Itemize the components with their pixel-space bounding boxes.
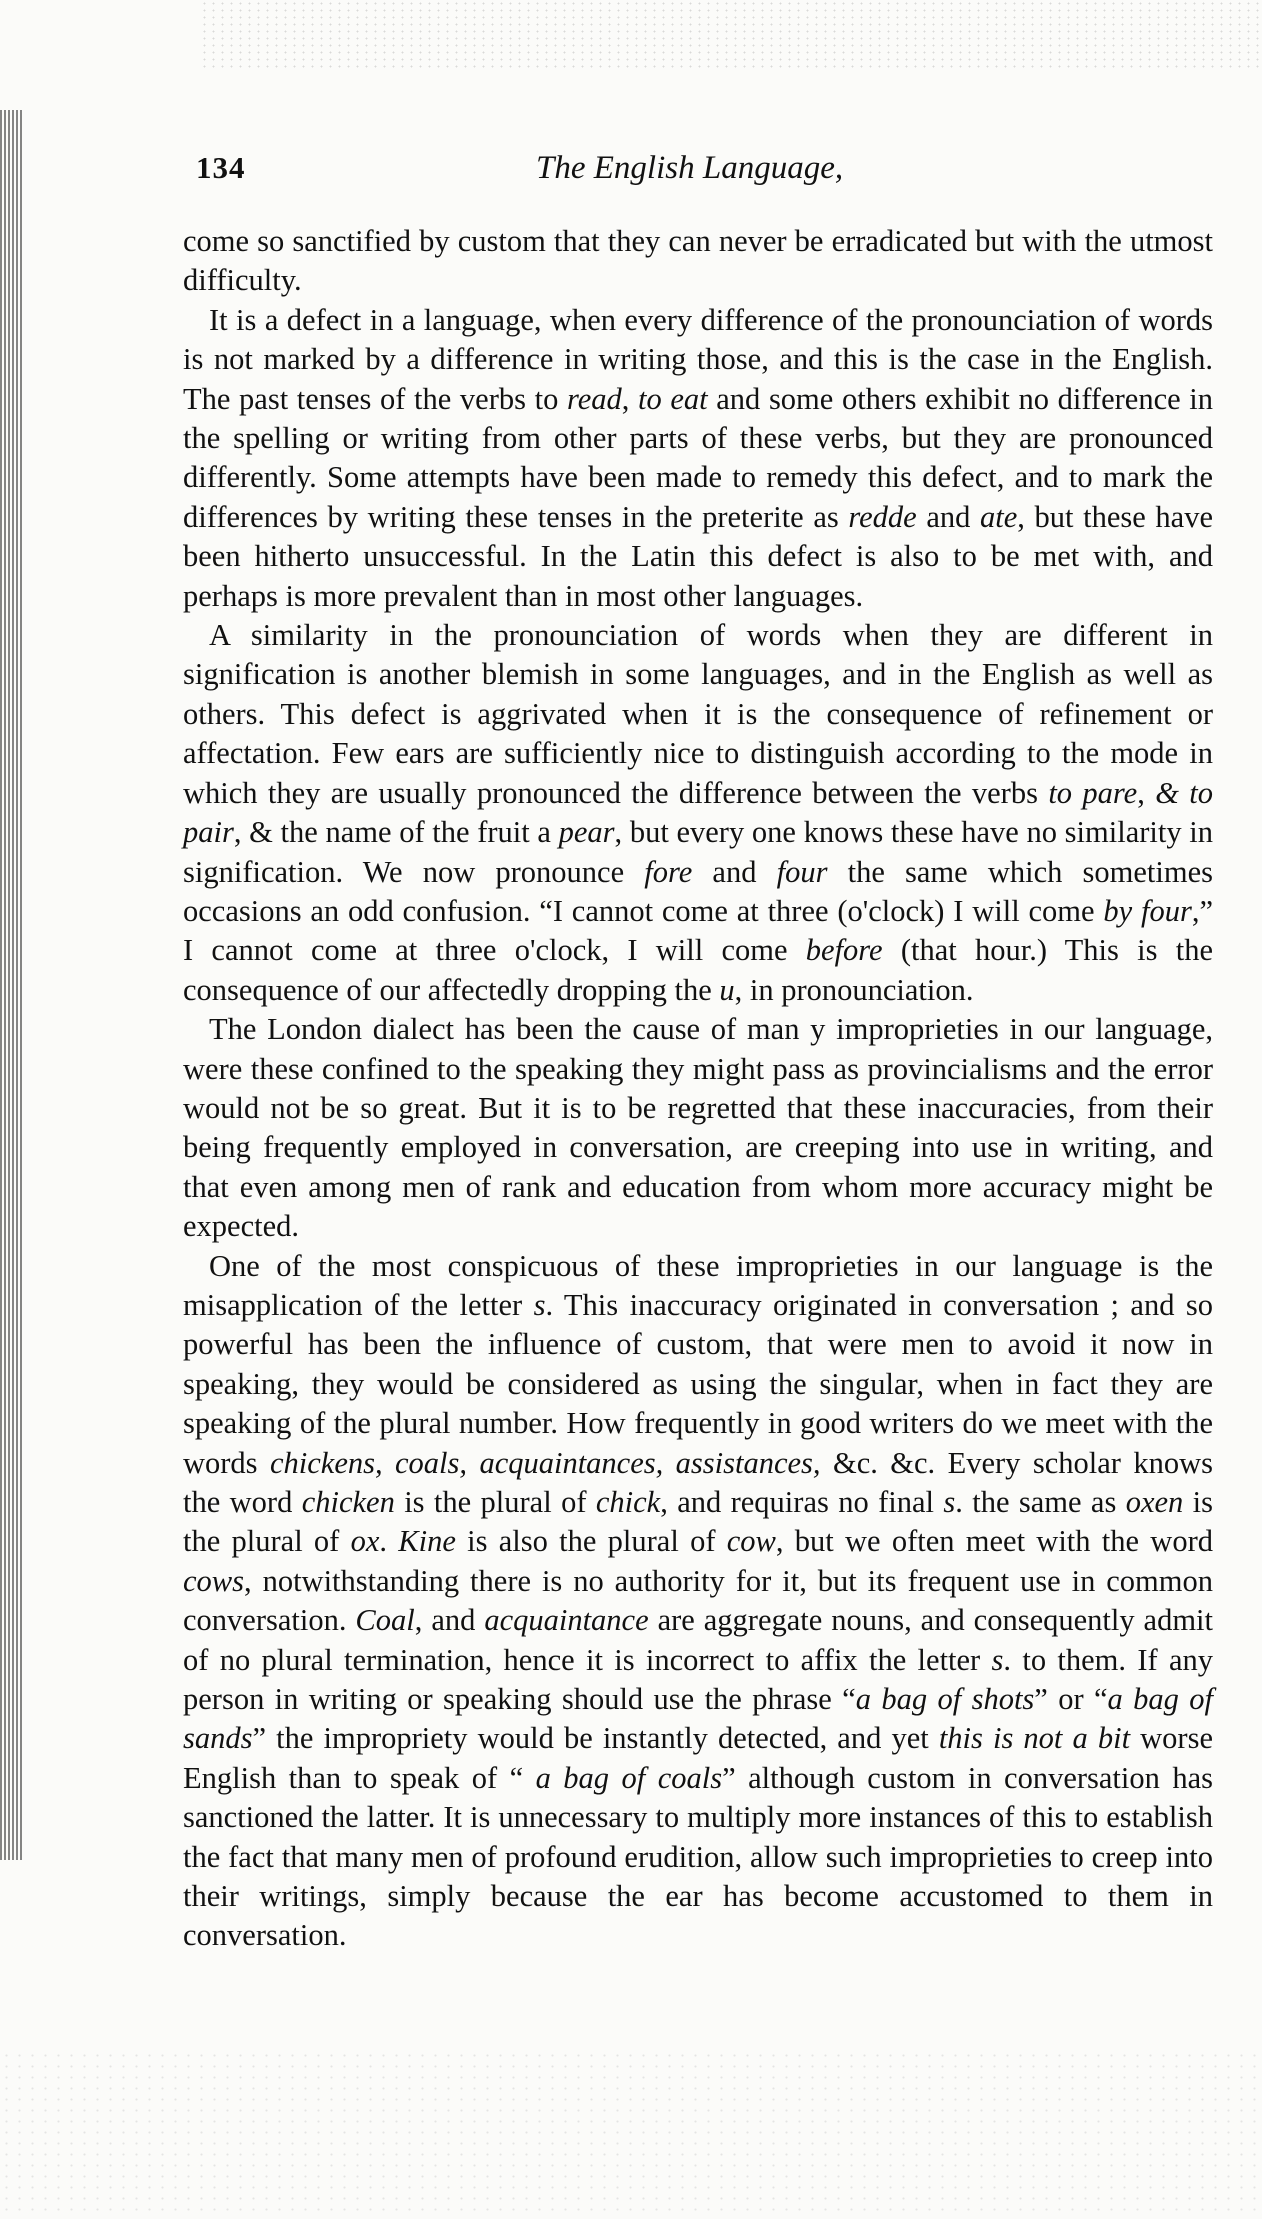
text-run: the same which sometimes occasions an odd confusion. “I cannot come at three (o'clock) I will come	[183, 854, 1213, 928]
italic-run: Coal	[355, 1603, 415, 1638]
text-run: . to them. If any person in writing or speaking should use the phrase “	[183, 1642, 1214, 1717]
text-run: ” or “	[1034, 1682, 1108, 1717]
paragraph-5	[183, 1247, 1213, 1956]
italic-run: acquaintance	[484, 1603, 649, 1638]
italic-run: to eat	[638, 381, 708, 416]
text-run: ,” I cannot come at three o'clock, I will come	[183, 893, 1213, 968]
italic-run: cows	[183, 1563, 244, 1598]
text-run: and	[916, 499, 980, 534]
italic-run: ox	[350, 1524, 380, 1559]
italic-run: Kine	[398, 1524, 456, 1559]
italic-run: a bag of coals	[535, 1760, 723, 1795]
text-run: . the same as	[955, 1485, 1126, 1519]
text-run: and	[692, 854, 777, 889]
paragraph-4	[183, 1010, 1213, 1246]
binding-edge	[0, 110, 22, 1860]
italic-run: four	[776, 854, 828, 889]
italic-run: redde	[848, 499, 917, 534]
text-run: , but every one knows these have no similarity in signification. We now pronounce	[183, 815, 1213, 889]
text-run: , but we often meet with the word	[775, 1524, 1213, 1559]
text-run: (that hour.) This is the consequence of our affectedly dropping the	[183, 933, 1213, 1007]
text-run: , and requiras no final	[660, 1485, 944, 1519]
italic-run: chick	[595, 1485, 661, 1519]
text-run: . This inaccuracy originated in conversation ; and so powerful has been the influence of custom, that were men to avoid it now in speaking, they would be considered as using the singular, when in fact they are speaking of the plural number. How frequently in good writers do we meet with the words	[183, 1287, 1213, 1480]
italic-run: s	[991, 1642, 1004, 1677]
page-number: 134	[196, 150, 246, 185]
paragraph-2	[183, 301, 1213, 616]
italic-run: read	[566, 381, 622, 416]
italic-run: by four	[1103, 893, 1192, 928]
text-run: A similarity in the pronounciation of words when they are different in signification is another blemish in some languages, and in the English as well as others. This defect is aggrivated when it is the consequence of refinement or affectation. Few ears are sufficiently nice to distinguish according to the mode in which they are usually pronounced the difference between the verbs	[183, 618, 1213, 810]
text-run: is the plural of	[394, 1485, 596, 1519]
paragraph-3	[183, 616, 1213, 1010]
italic-run: s	[533, 1287, 546, 1322]
italic-run: chicken	[301, 1485, 395, 1519]
paragraph-1	[183, 222, 1213, 301]
text-run: and some others exhibit no difference in the spelling or writing from other parts of these verbs, but they are pronounced differently. Some attempts have been made to remedy this defect, and to mark the differences by writing these tenses in the preterite as	[183, 381, 1213, 534]
text-run: , & the name of the fruit a	[233, 815, 559, 850]
italic-run: cow	[726, 1524, 776, 1559]
text-run: .	[379, 1524, 399, 1559]
italic-run: & to pair	[183, 775, 1214, 850]
italic-run: this is not a bit	[938, 1721, 1131, 1756]
text-run: , but these have been hitherto unsuccessful. In the Latin this defect is also to be met with, and perhaps is more prevalent than in most other languages.	[183, 499, 1213, 613]
text-run: , in pronounciation.	[734, 972, 974, 1007]
running-title: The English Language,	[536, 150, 844, 186]
text-run: are aggregate nouns, and consequently admit of no plural termination, hence it is incorrect to affix the letter	[183, 1603, 1213, 1677]
italic-run: oxen	[1125, 1485, 1184, 1519]
italic-run: fore	[644, 854, 693, 889]
text-run: ” although custom in conversation has sanctioned the latter. It is unnecessary to multiply more instances of this to establish the fact that many men of profound erudition, allow such improprieties to creep into their writings, simply because the ear has become accustomed to them in conversation.	[183, 1760, 1213, 1953]
text-run: ,	[621, 381, 639, 416]
text-run: One of the most conspicuous of these improprieties in our language is the misapplication of the letter	[183, 1248, 1213, 1322]
paper-speckle-top	[200, 0, 1260, 70]
text-run: It is a defect in a language, when every difference of the pronounciation of words is not marked by a difference in writing those, and this is the case in the English. The past tenses of the verbs to	[183, 302, 1213, 416]
italic-run: a bag of shots	[855, 1682, 1035, 1717]
text-run: come so sanctified by custom that they can never be erradicated but with the utmost difficulty.	[183, 224, 1213, 298]
text-run: , notwithstanding there is no authority for it, but its frequent use in common conversation.	[183, 1563, 1213, 1638]
text-run: is the plural of	[183, 1485, 1213, 1559]
italic-run: ate	[980, 499, 1018, 534]
text-run: The London dialect has been the cause of man y improprieties in our language, were these confined to the speaking they might pass as provincialisms and the error would not be so great. But it is to be regretted that these inaccuracies, from their being frequently employed in conversation, are creeping into use in writing, and that even among men of rank and education from whom more accuracy might be expected.	[183, 1012, 1213, 1244]
text-run: &c. &c. Every scholar knows the word	[183, 1445, 1213, 1519]
italic-run: to pare	[1048, 775, 1138, 810]
italic-run: s	[943, 1485, 956, 1519]
text-run: ” the impropriety would be instantly detected, and yet	[252, 1721, 939, 1756]
italic-run: a bag of sands	[183, 1682, 1214, 1756]
text-run: , and	[414, 1603, 485, 1638]
italic-run: u	[719, 972, 735, 1007]
text-run: ,	[1137, 775, 1156, 810]
text-body	[183, 222, 1213, 1956]
paper-speckle-bottom	[0, 2050, 1262, 2219]
italic-run: before	[805, 933, 883, 968]
italic-run: pear	[558, 815, 615, 850]
italic-run: chickens, coals, acquaintances, assistances,	[269, 1445, 821, 1480]
text-run: worse English than to speak of “	[183, 1721, 1213, 1795]
text-run: is also the plural of	[455, 1524, 727, 1559]
running-head	[196, 150, 1216, 200]
